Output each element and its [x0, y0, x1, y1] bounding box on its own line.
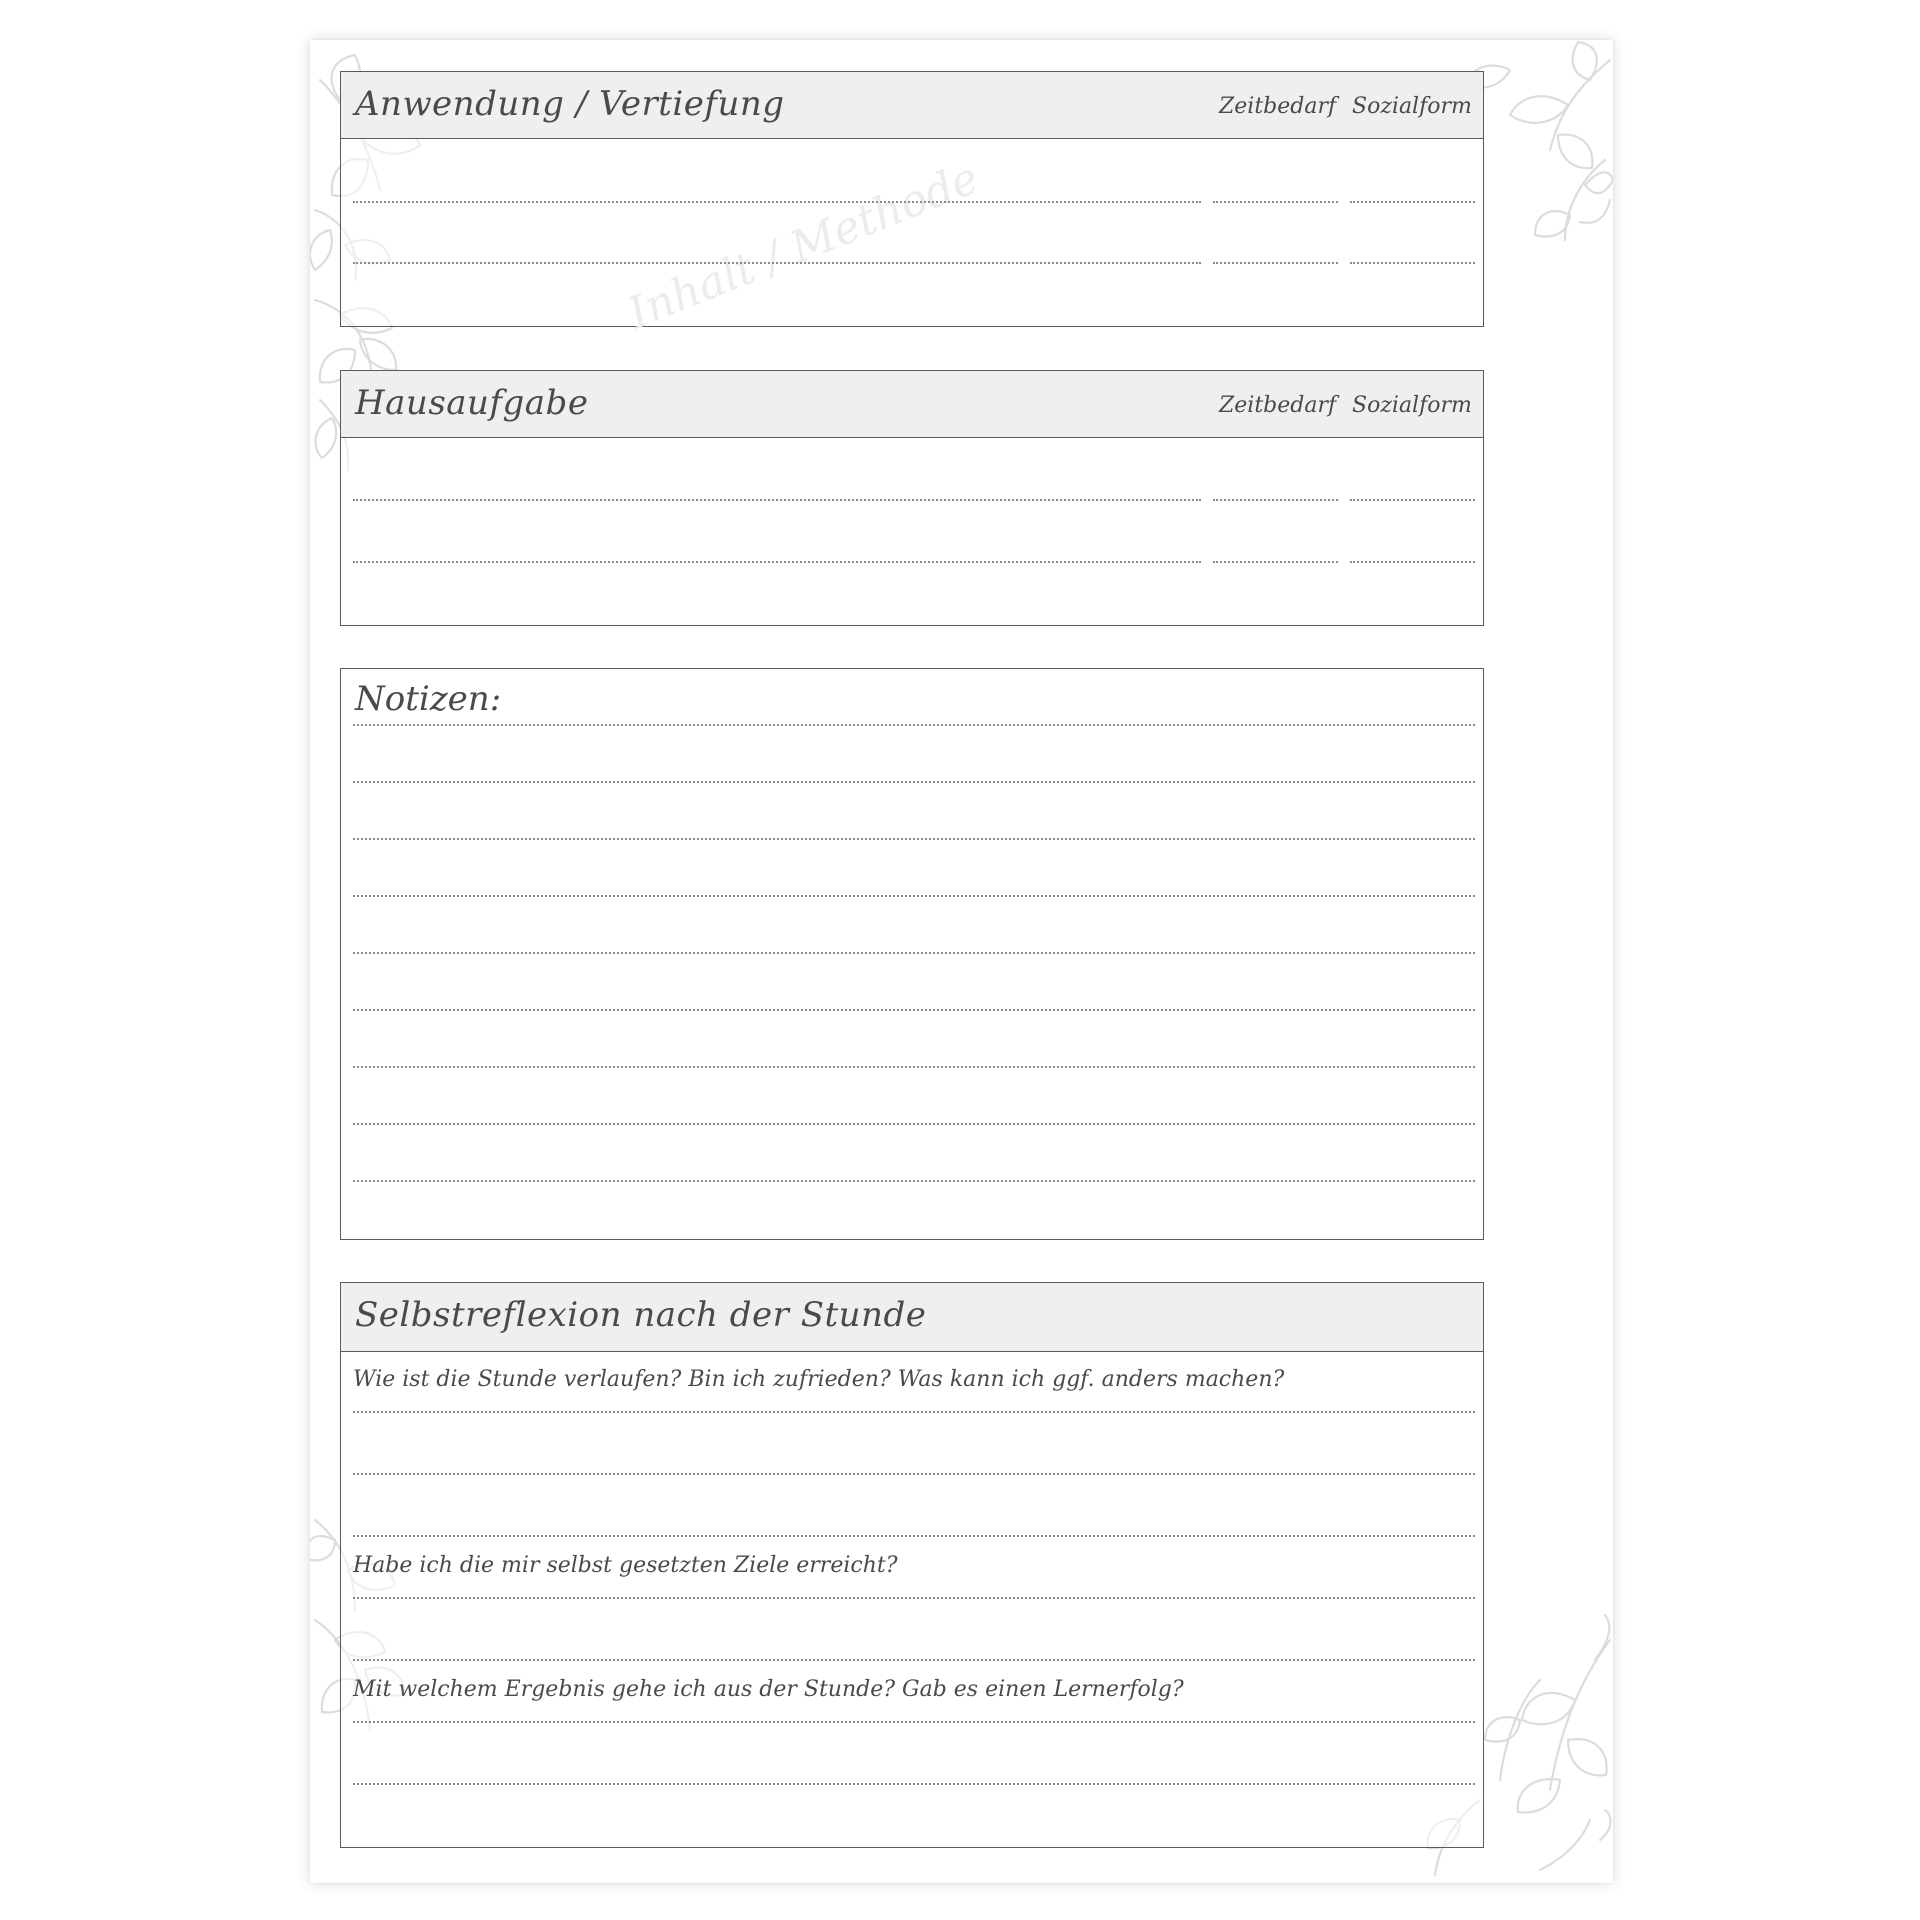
application-line-2[interactable] — [353, 262, 1201, 264]
reflection-question-3: Mit welchem Ergebnis gehe ich aus der Stunde? Gab es einen Lernerfolg? — [353, 1677, 1184, 1702]
application-time-label: Zeitbedarf — [1219, 94, 1337, 119]
homework-line-2[interactable] — [353, 561, 1201, 563]
reflection-line[interactable] — [353, 1659, 1475, 1661]
planner-page — [310, 40, 1613, 1883]
application-social-line-1[interactable] — [1350, 201, 1475, 203]
application-line-1[interactable] — [353, 201, 1201, 203]
homework-title: Hausaufgabe — [355, 383, 589, 423]
homework-section — [340, 370, 1484, 626]
reflection-line[interactable] — [353, 1473, 1475, 1475]
notes-section — [340, 668, 1484, 1240]
reflection-line[interactable] — [353, 1783, 1475, 1785]
application-section — [340, 71, 1484, 340]
reflection-question-2: Habe ich die mir selbst gesetzten Ziele erreicht? — [353, 1553, 898, 1578]
homework-header — [341, 371, 1483, 438]
application-social-label: Sozialform — [1352, 94, 1472, 119]
reflection-question-1: Wie ist die Stunde verlaufen? Bin ich zufrieden? Was kann ich ggf. anders machen? — [353, 1367, 1285, 1392]
notes-line[interactable] — [353, 1009, 1475, 1011]
application-social-line-2[interactable] — [1350, 262, 1475, 264]
reflection-line[interactable] — [353, 1411, 1475, 1413]
homework-social-line-1[interactable] — [1350, 499, 1475, 501]
reflection-line[interactable] — [353, 1721, 1475, 1723]
homework-time-line-1[interactable] — [1213, 499, 1338, 501]
notes-title: Notizen: — [355, 679, 502, 719]
application-time-line-1[interactable] — [1213, 201, 1338, 203]
application-watermark: Inhalt / Methode — [621, 152, 986, 340]
application-time-line-2[interactable] — [1213, 262, 1338, 264]
reflection-line[interactable] — [353, 1535, 1475, 1537]
notes-line[interactable] — [353, 1123, 1475, 1125]
reflection-title: Selbstreflexion nach der Stunde — [355, 1295, 927, 1335]
homework-social-line-2[interactable] — [1350, 561, 1475, 563]
homework-time-line-2[interactable] — [1213, 561, 1338, 563]
reflection-section — [340, 1282, 1484, 1848]
application-title: Anwendung / Vertiefung — [355, 84, 785, 124]
reflection-header — [341, 1283, 1483, 1352]
notes-line[interactable] — [353, 895, 1475, 897]
notes-line[interactable] — [353, 838, 1475, 840]
notes-line[interactable] — [353, 1180, 1475, 1182]
reflection-line[interactable] — [353, 1597, 1475, 1599]
homework-line-1[interactable] — [353, 499, 1201, 501]
notes-line[interactable] — [353, 1066, 1475, 1068]
notes-line[interactable] — [353, 781, 1475, 783]
notes-line[interactable] — [353, 952, 1475, 954]
homework-social-label: Sozialform — [1352, 393, 1472, 418]
homework-time-label: Zeitbedarf — [1219, 393, 1337, 418]
application-header — [341, 72, 1483, 139]
notes-line[interactable] — [353, 724, 1475, 726]
